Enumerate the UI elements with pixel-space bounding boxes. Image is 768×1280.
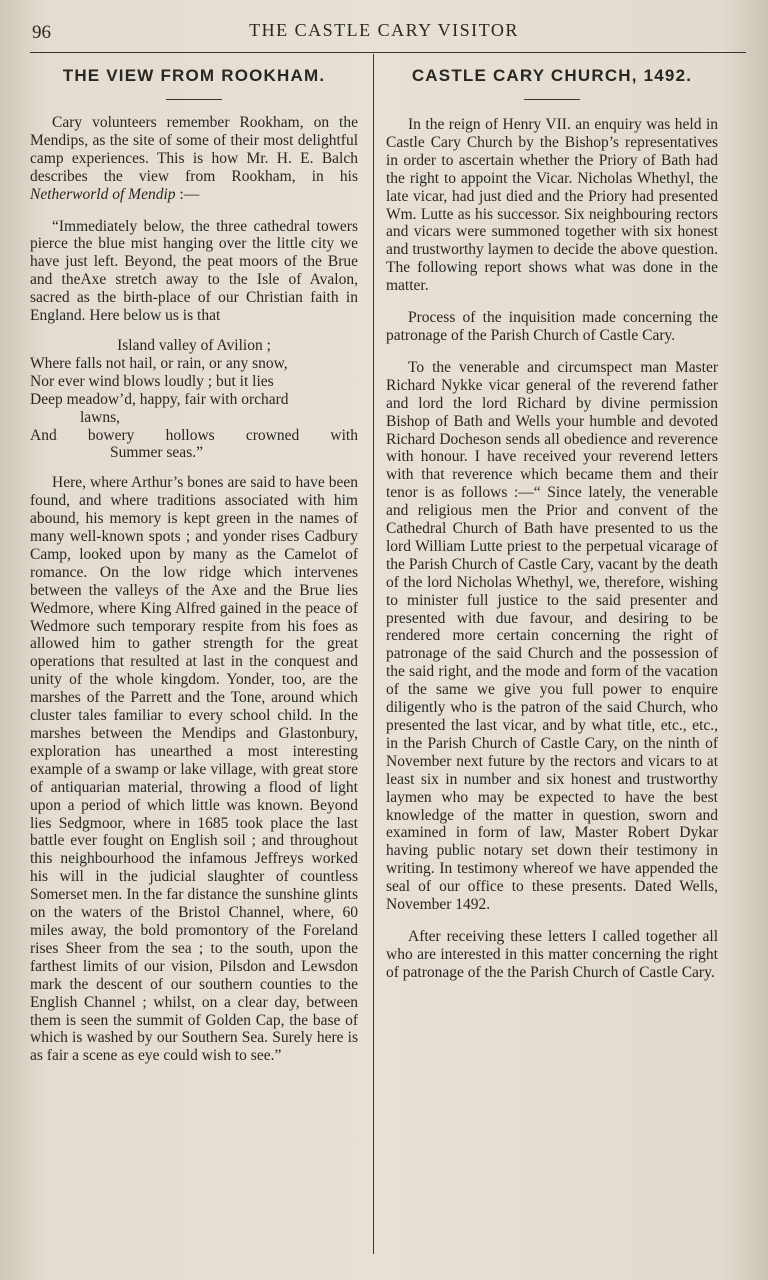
poem-word: with — [330, 426, 358, 444]
intro-end: :— — [175, 185, 200, 203]
left-article — [30, 62, 358, 1065]
running-head — [0, 18, 768, 44]
poem-line: Summer seas.” — [110, 444, 203, 462]
poem-line: Where falls not hail, or rain, or any snow, — [30, 354, 288, 372]
poem — [30, 337, 358, 462]
quote-paragraph: “Immediately below, the three cathedral towers pierce the blue mist hanging over the little city we have just left. Beyond, the peat moors of the Brue and theAxe stretch away to the Isle of Avalon, sacred as the birth-place of our Christian faith in England. Here below us is that — [30, 217, 358, 325]
paragraph: Process of the inquisition made concerning the patronage of the Parish Church of Castle Cary. — [386, 309, 718, 344]
body-paragraph: Here, where Arthur’s bones are said to have been found, and where traditions associated with him abound, his memory is kept green in the names of many well-known spots ; and yonder rises Cadbury Camp, looked upon by many as the Camelot of romance. On the low ridge which intervenes between the valleys of the Axe and the Brue lies Wedmore, where King Alfred gained in the peace of Wedmore such temporary respite from his foes as allowed him to gather strength for the great operations that resulted at last in the conquest and unity of the whole kingdom. Yonder, too, are the marshes of the Parrett and the Tone, around which cluster tales familiar to every school child. In the marshes between the Mendips and Glastonbury, exploration has unearthed a most interesting example of a swamp or lake village, with great store of antiquarian material, throwing a flood of light upon a period of which little was known. Beyond lies Sedgmoor, where in 1685 took place the last battle ever fought on English soil ; and throughout this neighbourhood the infamous Jeffreys worked his will in the judicial slaughter of countless Somerset men. In the far distance the sunshine glints on the waters of the Bristol Channel, where, 60 miles away, the bold promontory of the Foreland rises Sheer from the sea ; to the south, upon the farthest limits of our vision, Pilsdon and Lewsdon mark the descent of our southern counties to the English Channel ; whilst, on a clear day, between them is seen the summit of Golden Cap, the base of which is washed by our Southern Sea. Surely here is as fair a scene as eye could wish to see.” — [30, 474, 358, 1065]
poem-word: crowned — [245, 426, 300, 444]
book-title: Netherworld of Mendip — [30, 185, 176, 203]
paragraph: In the reign of Henry VII. an enquiry was held in Castle Cary Church by the Bishop’s representatives in order to ascertain whether the Priory of Bath had the right to appoint the Vicar. Nicholas Whethyl, the late vicar, had just died and the Priory had presented Wm. Lutte as his successor. Six neighbouring rectors and vicars were summoned together with six honest and trustworthy laymen to decide the above question. The following report shows what was done in the matter. — [386, 116, 718, 295]
poem-word: And — [30, 426, 57, 444]
poem-line: lawns, — [80, 408, 121, 426]
poem-line: Island valley of Avilion ; — [117, 336, 271, 354]
right-title-rule — [524, 99, 580, 100]
right-article-title: CASTLE CARY CHURCH, 1492. — [411, 66, 693, 85]
left-title-rule — [166, 99, 222, 100]
paragraph: After receiving these letters I called together all who are interested in this matter concerning the right of patronage of the the Parish Church of Castle Cary. — [386, 927, 718, 981]
poem-word: bowery — [87, 426, 135, 444]
poem-line: Nor ever wind blows loudly ; but it lies — [30, 372, 274, 390]
intro-paragraph — [30, 114, 358, 204]
poem-line — [30, 427, 358, 445]
poem-line: Deep meadow’d, happy, fair with orchard — [30, 390, 289, 408]
page-number: 96 — [32, 22, 51, 43]
intro-text: Cary volunteers remember Rookham, on the Mendips, as the site of some of their most delightful camp experiences. This is how Mr. H. E. Balch describes the view from Rookham, in his — [30, 114, 358, 185]
left-article-text — [30, 114, 358, 1065]
journal-title: THE CASTLE CARY VISITOR — [249, 20, 519, 40]
poem-word: hollows — [165, 426, 215, 444]
right-article — [386, 62, 718, 982]
paragraph: To the venerable and circumspect man Master Richard Nykke vicar general of the reverend father and lord the lord Richard by divine permission Bishop of Bath and Wells your humble and devoted Richard Docheson sends all obedience and reverence with honour. I have received your reverend letters with that reverence which became them and their tenor is as follows :—“ Since lately, the venerable and religious men the Prior and convent of the Cathedral Church of Bath have presented to us the lord William Lutte priest to the perpetual vicarage of the Parish Church of Castle Cary, vacant by the death of the lord Nicholas Whethyl, we, therefore, wishing to minister full justice to the said presenter and presented with due favour, and desiring to be rendered more certain concerning the right of patronage of the said Church and the possession of the said right, and the mode and form of the vacation of the same we give you full power to enquire diligently who is the patron of the said Church, who presented the last vicar, and by what title, etc., etc., in the Parish Church of Castle Cary, on the ninth of November next future by the rectors and vicars to at least six in number and six honest and trustworthy laymen who may be expected to have the best knowledge of the matter in question, sworn and examined in form of law, Master Robert Dykar having public notary set down their testimony in writing. In testimony whereof we have appended the seal of our office to these presents. Dated Wells, November 1492. — [386, 358, 718, 914]
header-rule — [30, 52, 746, 53]
left-article-title: THE VIEW FROM ROOKHAM. — [62, 66, 326, 85]
right-article-text — [386, 116, 718, 982]
column-divider — [373, 54, 374, 1254]
